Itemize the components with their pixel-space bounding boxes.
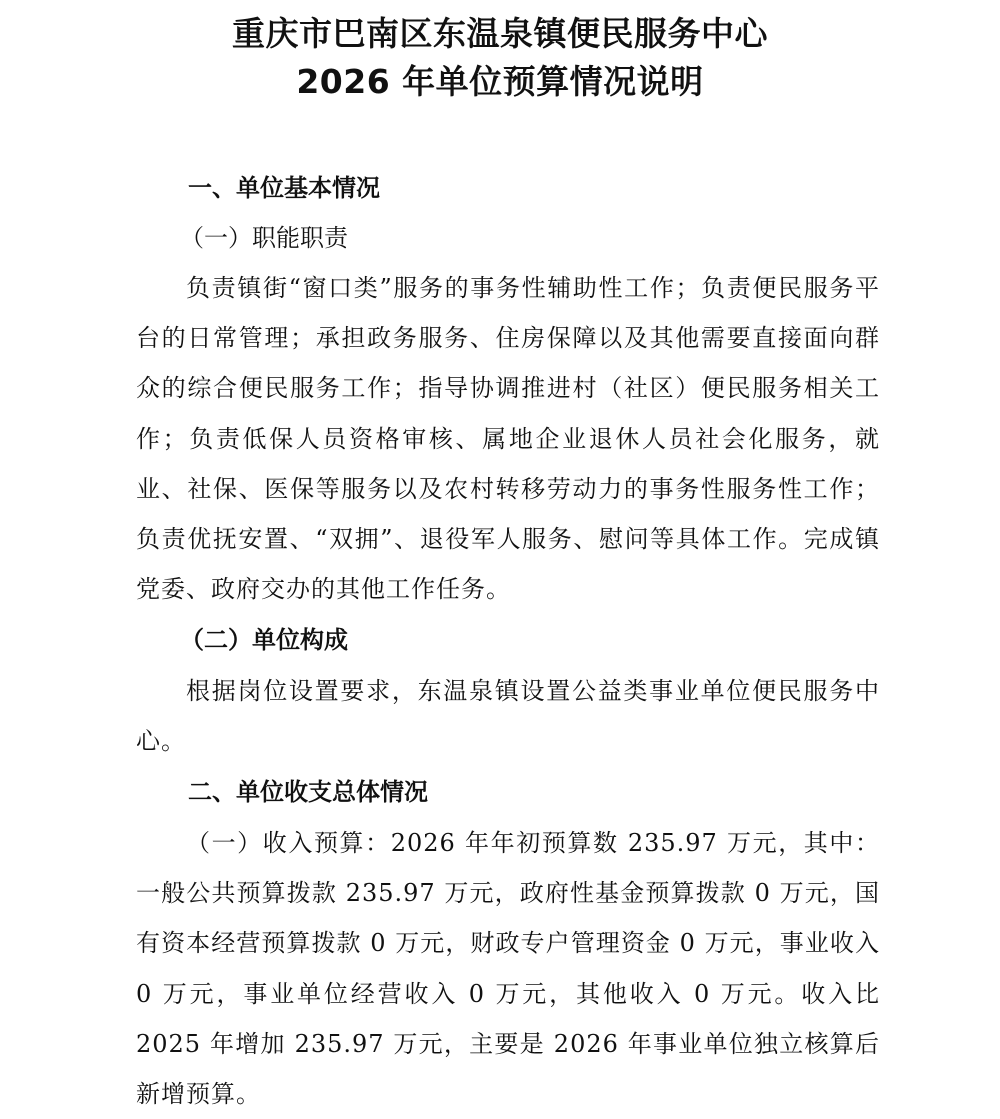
section-1-heading: 一、单位基本情况	[188, 174, 380, 202]
section-1-sub-2-paragraph: 根据岗位设置要求，东温泉镇设置公益类事业单位便民服务中心。	[136, 677, 880, 756]
document-title-line-1: 重庆市巴南区东温泉镇便民服务中心	[232, 14, 768, 53]
section-2-sub-1-paragraph: （一）收入预算：2026 年年初预算数 235.97 万元，其中：一般公共预算拨款 235.97 万元，政府性基金预算拨款 0 万元，国有资本经营预算拨款 0 万元，财政专户管理资金 0 万元，事业收入 0 万元，事业单位经营收入 0 万元，其他收入 0 万元。收入比 2025 年增加 235.97 万元，主要是 2026 年事业单位独立核算后新增预算。	[136, 829, 880, 1109]
section-1-sub-1-heading: （一）职能职责	[180, 224, 348, 252]
section-2-heading: 二、单位收支总体情况	[188, 778, 428, 806]
document-title-line-2: 2026 年单位预算情况说明	[296, 62, 704, 101]
section-1-sub-1-paragraph: 负责镇街“窗口类”服务的事务性辅助性工作；负责便民服务平台的日常管理；承担政务服务、住房保障以及其他需要直接面向群众的综合便民服务工作；指导协调推进村（社区）便民服务相关工作；负责低保人员资格审核、属地企业退休人员社会化服务，就业、社保、医保等服务以及农村转移劳动力的事务性服务性工作；负责优抚安置、“双拥”、退役军人服务、慰问等具体工作。完成镇党委、政府交办的其他工作任务。	[136, 274, 880, 604]
section-1-sub-2-heading: （二）单位构成	[180, 626, 348, 654]
